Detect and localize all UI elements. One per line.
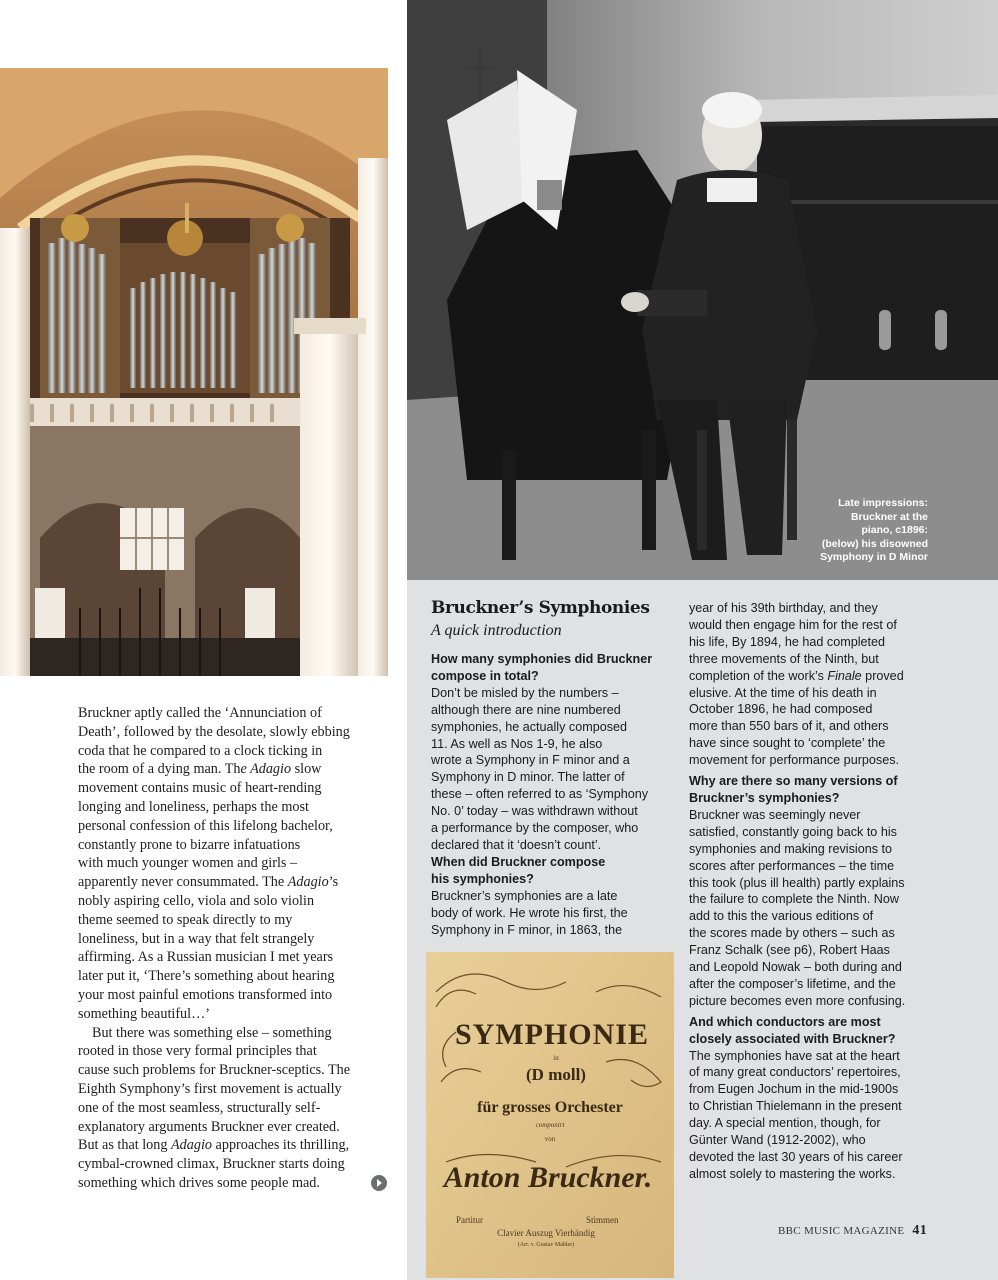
text-line [78, 779, 383, 798]
text-line [78, 948, 383, 967]
article-body [78, 704, 383, 1193]
text-segment: your most painful emotions transformed into [78, 986, 333, 1003]
text-line [431, 888, 671, 905]
text-segment: have since sought to ‘complete’ the [689, 736, 886, 751]
text-line [689, 600, 939, 617]
text-line [78, 1118, 383, 1137]
text-segment: Franz Schalk (see p6), Robert Haas [689, 943, 890, 958]
question-line [689, 790, 939, 807]
text-line [689, 685, 939, 702]
text-line [689, 959, 939, 976]
text-segment: constantly prone to bizarre infatuations [78, 836, 301, 853]
text-segment: Bruckner’s symphonies? [689, 790, 840, 805]
text-line [78, 930, 383, 949]
text-segment: a performance by the composer, who [431, 821, 639, 836]
text-segment: add to this the various editions of [689, 909, 874, 924]
text-line [689, 701, 939, 718]
question-line [431, 668, 671, 685]
text-line [431, 905, 671, 922]
text-segment: something which drives some people mad. [78, 1174, 320, 1191]
text-segment: When did Bruckner compose [431, 854, 606, 869]
text-line [78, 723, 383, 742]
text-line [689, 651, 939, 668]
text-segment: year of his 39th birthday, and they [689, 601, 878, 615]
caption-line: Bruckner at the [850, 510, 928, 523]
question-line [431, 651, 671, 668]
text-line [689, 1098, 939, 1115]
page-number: 41 [912, 1223, 928, 1238]
text-line [431, 922, 671, 939]
text-line [78, 1042, 383, 1061]
text-segment: this took (plus ill health) partly explains [689, 875, 905, 890]
question-line [689, 1031, 939, 1048]
text-line [431, 769, 671, 786]
organ-church-photo [0, 68, 388, 676]
text-line [689, 668, 939, 685]
text-segment: coda that he compared to a clock ticking in [78, 742, 323, 759]
caption-line: piano, c1896: [861, 524, 928, 536]
text-line [78, 704, 383, 723]
text-segment: although there are nine numbered [431, 702, 621, 717]
text-line [689, 875, 939, 892]
text-line [78, 1024, 383, 1043]
text-line [78, 1155, 383, 1174]
text-line [689, 891, 939, 908]
text-segment: personal confession of this lifelong bachelor, [78, 817, 333, 834]
text-segment: Eighth Symphony’s first movement is actually [78, 1080, 342, 1097]
text-segment: his symphonies? [431, 871, 534, 886]
text-line [431, 786, 671, 803]
text-segment: later put it, ‘There’s something about hearing [78, 968, 335, 985]
box-column-middle [431, 651, 671, 938]
text-segment: and Leopold Nowak – both during and [689, 960, 902, 975]
text-segment: one of the most seamless, structurally self- [78, 1099, 321, 1116]
text-segment: three movements of the Ninth, but [689, 651, 879, 666]
text-segment: devoted the last 30 years of his career [689, 1150, 903, 1164]
text-segment: movement contains music of heart-rending [78, 780, 322, 797]
text-segment: something beautiful…’ [78, 1005, 210, 1022]
score-stimmen: Stimmen [586, 1215, 619, 1225]
text-line [78, 873, 383, 892]
text-segment: Bruckner was seemingly never [689, 807, 861, 822]
page-footer [778, 1223, 927, 1239]
text-line [689, 718, 939, 735]
text-segment: Death’, followed by the desolate, slowly ebbing [78, 723, 350, 740]
text-segment: Bruckner’s symphonies are a late [431, 888, 618, 903]
text-segment: picture becomes even more confusing. [689, 993, 906, 1008]
text-segment: day. A special mention, though, for [689, 1116, 881, 1131]
text-segment: the failure to complete the Ninth. Now [689, 892, 900, 907]
score-componirt: componirt [535, 1121, 565, 1129]
text-segment: Why are there so many versions of [689, 774, 898, 789]
box-title: Bruckner’s Symphonies [431, 598, 650, 618]
text-line [689, 1149, 939, 1166]
text-line [689, 1081, 939, 1098]
box-column-right [689, 600, 939, 1183]
text-line [689, 752, 939, 769]
text-segment: Symphony in F minor, in 1863, the [431, 922, 623, 937]
text-line [689, 1166, 939, 1183]
caption-line: Symphony in D Minor [820, 551, 928, 563]
text-segment: declared that it ‘doesn’t count’. [431, 837, 602, 852]
text-segment: approaches its thrilling, [212, 1137, 350, 1154]
text-line [689, 993, 939, 1010]
caption-line: (below) his disowned [821, 537, 928, 550]
box-subtitle: A quick introduction [431, 622, 562, 639]
text-line [78, 1061, 383, 1080]
score-clavier: Clavier Auszug Vierhändig [497, 1228, 595, 1238]
text-line [78, 760, 383, 779]
score-title-page [426, 952, 674, 1278]
text-segment: would then engage him for the rest of [689, 617, 897, 632]
text-line [78, 892, 383, 911]
italic-text: e Adagio [240, 761, 292, 778]
text-segment: body of work. He wrote his first, the [431, 905, 628, 920]
question-line [431, 854, 671, 871]
text-segment: rooted in those very formal principles that [78, 1043, 317, 1060]
text-segment: elusive. At the time of his death in [689, 685, 877, 700]
text-line [689, 807, 939, 824]
text-segment: October 1896, he had composed [689, 702, 873, 717]
caption-line: Late impressions: [838, 497, 928, 509]
text-segment: after the composer’s lifetime, and the [689, 976, 896, 991]
text-segment: with much younger women and girls – [78, 855, 298, 872]
question-line [431, 871, 671, 888]
text-segment: But there was something else – something [92, 1024, 332, 1041]
text-line [431, 736, 671, 753]
text-line [689, 634, 939, 651]
text-segment: completion of the work’s [689, 668, 828, 683]
text-line [78, 1174, 383, 1193]
score-key: (D moll) [526, 1065, 586, 1084]
text-segment: And which conductors are most [689, 1014, 881, 1029]
score-von: von [544, 1135, 556, 1143]
text-segment: 11. As well as Nos 1-9, he also [431, 736, 603, 751]
question-line [689, 1014, 939, 1031]
text-segment: of many great conductors’ repertoires, [689, 1065, 901, 1080]
text-line [689, 908, 939, 925]
bruckner-piano-photo [407, 0, 998, 580]
text-segment: scores after performances – the time [689, 858, 895, 873]
text-line [78, 1099, 383, 1118]
text-segment: But as that long [78, 1137, 172, 1154]
text-line [431, 702, 671, 719]
text-line [431, 803, 671, 820]
text-line [78, 742, 383, 761]
question-line [689, 773, 939, 790]
text-line [78, 798, 383, 817]
text-segment: Bruckner aptly called the ‘Annunciation of [78, 705, 322, 721]
text-segment: The symphonies have sat at the heart [689, 1048, 900, 1063]
text-segment: the room of a dying man. Th [78, 761, 241, 778]
italic-text: Adagio [287, 874, 329, 891]
text-line [689, 858, 939, 875]
score-arr: (Arr. v. Gustav Mahler) [517, 1242, 575, 1248]
italic-text: Finale [827, 668, 862, 683]
text-line [689, 1115, 939, 1132]
text-segment: loneliness, but in a way that felt strangely [78, 930, 315, 947]
text-line [431, 719, 671, 736]
text-line [431, 752, 671, 769]
text-line [431, 685, 671, 702]
text-segment: from Eugen Jochum in the mid-1900s [689, 1082, 899, 1097]
text-segment: almost solely to mastering the works. [689, 1166, 896, 1181]
magazine-name: BBC MUSIC MAGAZINE [778, 1225, 905, 1237]
score-in: in [553, 1054, 559, 1062]
text-segment: proved [861, 668, 904, 683]
text-line [689, 1132, 939, 1149]
text-line [78, 854, 383, 873]
text-line [431, 820, 671, 837]
text-line [78, 1136, 383, 1155]
italic-text: Adagio [171, 1137, 212, 1154]
text-line [689, 735, 939, 752]
text-line [689, 824, 939, 841]
score-composer: Anton Bruckner. [443, 1161, 653, 1194]
text-segment: more than 550 bars of it, and others [689, 719, 889, 734]
text-line [689, 976, 939, 993]
text-segment: symphonies and making revisions to [689, 841, 893, 856]
text-line [78, 1005, 383, 1024]
text-line [78, 967, 383, 986]
text-segment: to Christian Thielemann in the present [689, 1099, 902, 1114]
text-segment: nobly aspiring cello, viola and solo violin [78, 892, 315, 909]
text-segment: theme seemed to speak directly to my [78, 911, 293, 928]
text-line [689, 841, 939, 858]
text-line [431, 837, 671, 854]
text-segment: apparently never consummated. The [78, 874, 288, 891]
text-line [78, 1080, 383, 1099]
text-segment: his life, By 1894, he had completed [689, 634, 886, 649]
text-segment: these – often referred to as ‘Symphony [431, 787, 649, 802]
text-line [689, 617, 939, 634]
text-segment: Don’t be misled by the numbers – [431, 685, 619, 700]
text-segment: cause such problems for Bruckner-sceptics. The [78, 1062, 351, 1079]
photo-caption [788, 497, 928, 565]
score-partitur: Partitur [456, 1215, 483, 1225]
text-segment: Symphony in D minor. The latter of [431, 770, 625, 785]
text-segment: Günter Wand (1912-2002), who [689, 1133, 866, 1148]
text-segment: satisfied, constantly going back to his [689, 824, 897, 839]
text-segment: ’s [328, 874, 339, 891]
text-segment: slow [291, 761, 322, 778]
text-segment: compose in total? [431, 668, 539, 683]
continue-arrow-icon [371, 1175, 387, 1191]
text-segment: closely associated with Bruckner? [689, 1031, 896, 1046]
text-segment: No. 0’ today – was withdrawn without [431, 804, 638, 819]
text-line [689, 1048, 939, 1065]
text-line [78, 986, 383, 1005]
text-segment: cymbal-crowned climax, Bruckner starts doing [78, 1156, 345, 1173]
text-segment: movement for performance purposes. [689, 753, 899, 768]
text-line [689, 925, 939, 942]
text-segment: longing and loneliness, perhaps the most [78, 798, 309, 815]
text-line [78, 836, 383, 855]
score-title: SYMPHONIE [454, 1018, 650, 1051]
text-segment: explanatory arguments Bruckner ever created. [78, 1118, 340, 1135]
text-segment: symphonies, he actually composed [431, 719, 628, 734]
text-segment: affirming. As a Russian musician I met years [78, 949, 334, 966]
text-line [689, 1064, 939, 1081]
text-segment: wrote a Symphony in F minor and a [431, 753, 630, 768]
text-segment: How many symphonies did Bruckner [431, 652, 653, 666]
text-segment: the scores made by others – such as [689, 926, 895, 941]
text-line [689, 942, 939, 959]
text-line [78, 911, 383, 930]
score-for: für grosses Orchester [477, 1099, 623, 1116]
text-line [78, 817, 383, 836]
